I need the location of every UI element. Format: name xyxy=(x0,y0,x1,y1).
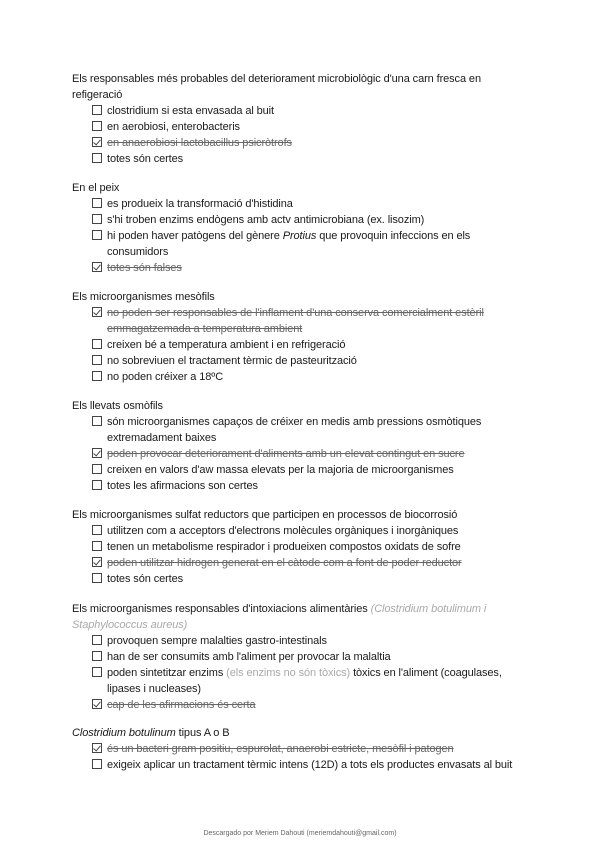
option[interactable]: són microorganismes capaços de créixer en medis amb pressions osmòtiques extremadament baixes xyxy=(72,414,512,446)
question-3 xyxy=(72,289,512,385)
checkbox-icon[interactable] xyxy=(92,464,102,474)
checkbox-icon[interactable] xyxy=(92,525,102,535)
option[interactable]: no sobreviuen el tractament tèrmic de pasteurització xyxy=(72,353,512,369)
option[interactable]: han de ser consumits amb l'aliment per provocar la malaltia xyxy=(72,649,512,665)
question-title: Els responsables més probables del deteriorament microbiològic d'una carn fresca en refigeració xyxy=(72,73,481,101)
question-4 xyxy=(72,398,512,494)
option[interactable]: no poden ser responsables de l'inflament d'una conserva comercialment estèril emmagatzemada a temperatura ambient xyxy=(72,305,512,337)
checkbox-icon[interactable] xyxy=(92,667,102,677)
checked-checkbox-icon[interactable] xyxy=(92,743,102,753)
checkbox-icon[interactable] xyxy=(92,153,102,163)
option[interactable]: es produeix la transformació d'histidina xyxy=(72,196,512,212)
checkbox-icon[interactable] xyxy=(92,371,102,381)
question-title: Els llevats osmòfils xyxy=(72,400,163,412)
checkbox-icon[interactable] xyxy=(92,121,102,131)
question-title: En el peix xyxy=(72,182,120,194)
checkbox-icon[interactable] xyxy=(92,480,102,490)
question-7 xyxy=(72,725,532,773)
option[interactable]: utilitzen com a acceptors d'electrons molècules orgàniques i inorgàniques xyxy=(72,523,512,539)
checkbox-icon[interactable] xyxy=(92,573,102,583)
question-2 xyxy=(72,180,512,276)
checked-checkbox-icon[interactable] xyxy=(92,699,102,709)
checked-checkbox-icon[interactable] xyxy=(92,557,102,567)
question-title: Els microorganismes responsables d'intoxiacions alimentàries (Clostridium botulimum i Staphylococcus aureus) xyxy=(72,603,487,631)
option[interactable]: no poden créixer a 18ºC xyxy=(72,369,512,385)
question-6 xyxy=(72,601,512,713)
checkbox-icon[interactable] xyxy=(92,230,102,240)
question-title: Els microorganismes sulfat reductors que participen en processos de biocorrosió xyxy=(72,509,458,521)
checkbox-icon[interactable] xyxy=(92,651,102,661)
option[interactable]: en anaerobiosi lactobacillus psicròtrofs xyxy=(72,135,512,151)
option[interactable]: hi poden haver patògens del gènere Protius que provoquin infeccions en els consumidors xyxy=(72,228,512,260)
checked-checkbox-icon[interactable] xyxy=(92,137,102,147)
option[interactable]: poden utilitzar hidrogen generat en el càtode com a font de poder reductor xyxy=(72,555,512,571)
option[interactable]: en aerobiosi, enterobacteris xyxy=(72,119,512,135)
option[interactable]: cap de les afirmacions és certa xyxy=(72,697,512,713)
checkbox-icon[interactable] xyxy=(92,541,102,551)
question-1 xyxy=(72,71,512,167)
option[interactable]: clostridium si esta envasada al buit xyxy=(72,103,512,119)
option[interactable]: totes les afirmacions son certes xyxy=(72,478,512,494)
checkbox-icon[interactable] xyxy=(92,416,102,426)
option[interactable]: s'hi troben enzims endògens amb actv antimicrobiana (ex. lisozim) xyxy=(72,212,512,228)
option[interactable]: totes són certes xyxy=(72,571,512,587)
checkbox-icon[interactable] xyxy=(92,339,102,349)
option[interactable]: creixen en valors d'aw massa elevats per la majoria de microorganismes xyxy=(72,462,512,478)
option[interactable]: exigeix aplicar un tractament tèrmic intens (12D) a tots els productes envasats al buit xyxy=(72,757,532,773)
option[interactable]: és un bacteri gram positiu, espurolat, anaerobi estricte, mesòfil i patogen xyxy=(72,741,532,757)
question-title: Els microorganismes mesòfils xyxy=(72,291,215,303)
option[interactable]: provoquen sempre malalties gastro-intestinals xyxy=(72,633,512,649)
checkbox-icon[interactable] xyxy=(92,214,102,224)
option[interactable]: poden sintetitzar enzims (els enzims no són tòxics) tòxics en l'aliment (coagulases, lipases i nucleases) xyxy=(72,665,512,697)
option[interactable]: totes són certes xyxy=(72,151,512,167)
checked-checkbox-icon[interactable] xyxy=(92,307,102,317)
question-title: Clostridium botulinum tipus A o B xyxy=(72,727,230,739)
question-5 xyxy=(72,507,512,587)
checked-checkbox-icon[interactable] xyxy=(92,448,102,458)
option[interactable]: creixen bé a temperatura ambient i en refrigeració xyxy=(72,337,512,353)
page-footer: Descargado por Meriem Dahouti (meriemdahouti@gmail.com) xyxy=(203,830,397,837)
checkbox-icon[interactable] xyxy=(92,355,102,365)
option[interactable]: totes són falses xyxy=(72,260,512,276)
checkbox-icon[interactable] xyxy=(92,759,102,769)
checked-checkbox-icon[interactable] xyxy=(92,262,102,272)
checkbox-icon[interactable] xyxy=(92,635,102,645)
checkbox-icon[interactable] xyxy=(92,198,102,208)
checkbox-icon[interactable] xyxy=(92,105,102,115)
option[interactable]: tenen un metabolisme respirador i produeixen compostos oxidats de sofre xyxy=(72,539,512,555)
option[interactable]: poden provocar deteriorament d'aliments amb un elevat contingut en sucre xyxy=(72,446,512,462)
